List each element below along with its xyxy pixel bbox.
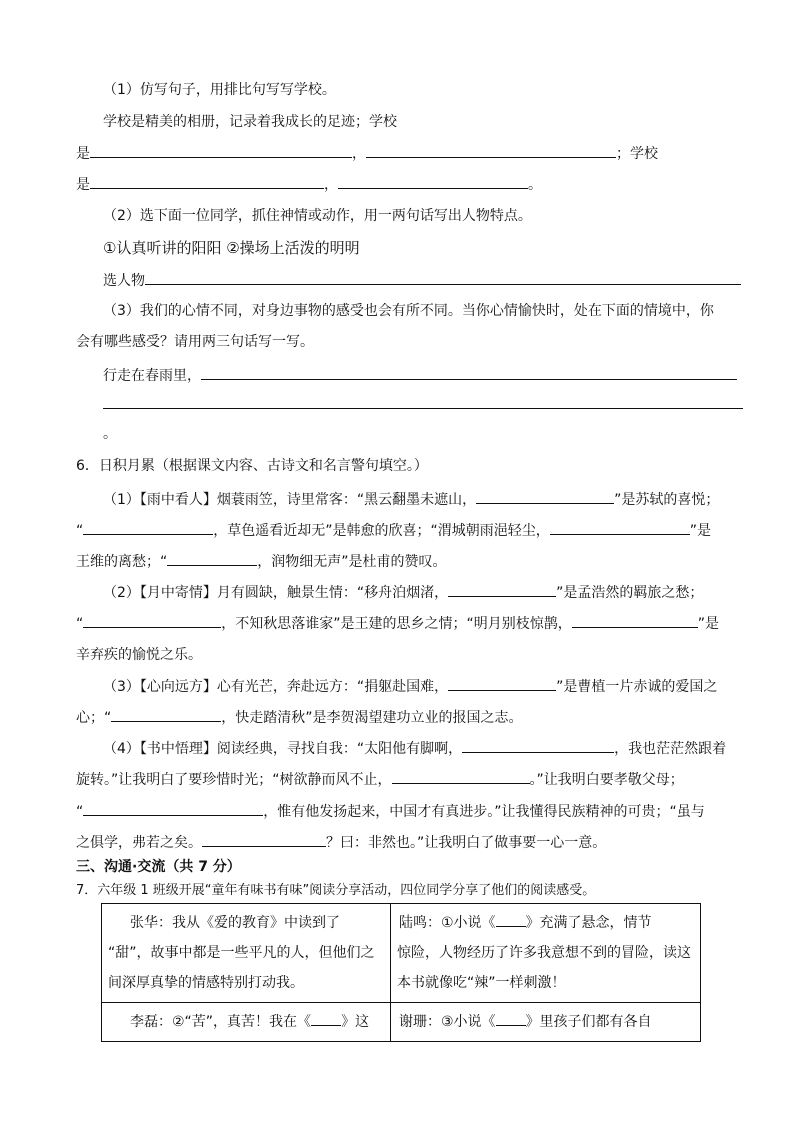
q5-part3-line [103,394,743,415]
q6-s1-line2: “ ，草色遥看近却无”是韩愈的欣喜；“渭城朝雨浥轻尘， ”是 [76,520,711,541]
blank-answer[interactable] [550,520,690,535]
reading-share-table [101,903,701,1042]
q6-s2-line2: “ ，不知秋思落谁家”是王建的思乡之情；“明月别枝惊鹊， ”是 [76,613,719,634]
q6-title: 6．日积月累（根据课文内容、古诗文和名言警句填空。） [76,458,428,474]
blank-answer[interactable] [145,270,741,285]
q5-part1-label: （1）仿写句子，用排比句写写学校。 [103,82,336,98]
q5-part3-label-a: （3）我们的心情不同，对身边事物的感受也会有所不同。当你心情愉快时，处在下面的情境中，你 [103,303,714,319]
q5-part3-period: 。 [103,426,117,442]
q6-s4-line4: 之俱学，弗若之矣。 ？曰：非然也。”让我明白了做事要一心一意。 [76,832,606,853]
blank-answer[interactable] [338,174,528,189]
blank-answer[interactable] [366,143,616,158]
cell-xieshan: 谢珊：③小说《 》里孩子们都有各自 [391,1003,701,1042]
blank-answer[interactable] [448,582,556,597]
cell-lilei: 李磊：②“苦”，真苦！我在《 》这 [102,1003,391,1042]
q6-s4-line2: 旋转。”让我明白了要珍惜时光；“树欲静而风不止， 。”让我明白要孝敬父母； [76,769,684,790]
blank-answer[interactable] [103,394,743,409]
q6-s3-line2: 心；“ ，快走踏清秋”是李贺渴望建功立业的报国之志。 [76,707,523,728]
blank-answer[interactable] [392,769,530,784]
q5-part1-line2: 是 ， 。 [76,174,542,195]
blank-answer[interactable] [572,613,698,628]
q6-s4-line3: “ ，惟有他发扬起来，中国才有真进步。”让我懂得民族精神的可贵；“虽与 [76,801,705,822]
blank-answer[interactable] [90,174,324,189]
section-title: 三、沟通·交流（共 7 分） [76,859,241,875]
blank-answer[interactable] [496,912,526,927]
blank-answer[interactable] [448,676,556,691]
q5-part3-label-b: 会有哪些感受？请用两三句话写一写。 [76,334,314,350]
cell-zhanghua: 张华：我从《爱的教育》中读到了 “甜”，故事中都是一些平凡的人，但他们之 间深厚真挚的情感特别打动我。 [102,904,391,1003]
cell-luming: 陆鸣：①小说《 》充满了悬念，情节 惊险，人物经历了许多我意想不到的冒险，读这 本书就像吃“辣”一样刺激！ [391,904,701,1003]
blank-answer[interactable] [476,489,614,504]
blank-answer[interactable] [83,520,213,535]
q5-part1-lead: 学校是精美的相册，记录着我成长的足迹；学校 [103,114,397,130]
q5-part2-choose: 选人物 [103,270,741,291]
blank-answer[interactable] [167,551,257,566]
q6-s3-line1: （3）【心向远方】心有光芒，奔赴远方：“捐躯赴国难， ”是曹植一片赤诚的爱国之 [103,676,717,697]
blank-answer[interactable] [111,707,221,722]
blank-answer[interactable] [202,832,326,847]
q6-s1-line3: 王维的离愁；“ ，润物细无声”是杜甫的赞叹。 [76,551,447,572]
blank-answer[interactable] [83,801,263,816]
blank-answer[interactable] [90,143,352,158]
q6-s2-line3: 辛弃疾的愉悦之乐。 [76,647,202,663]
blank-answer[interactable] [311,1011,341,1026]
q6-s1-line1: （1）【雨中看人】烟蓑雨笠，诗里常客：“黑云翻墨未遮山， ”是苏轼的喜悦； [103,489,719,510]
q7-title: 7．六年级 1 班级开展“童年有味书有味”阅读分享活动，四位同学分享了他们的阅读感受。 [76,883,596,898]
blank-answer[interactable] [201,365,737,380]
blank-answer[interactable] [496,1011,526,1026]
q6-s4-line1: （4）【书中悟理】阅读经典，寻找自我：“太阳他有脚啊， ，我也茫茫然跟着 [103,738,726,759]
q5-part2-label: （2）选下面一位同学，抓住神情或动作，用一两句话写出人物特点。 [103,208,532,224]
q5-part2-options: ①认真听讲的阳阳 ②操场上活泼的明明 [103,239,360,257]
q5-part1-line1: 是 ， ；学校 [76,143,658,164]
blank-answer[interactable] [83,613,221,628]
q5-part3-scene: 行走在春雨里， [103,365,737,386]
blank-answer[interactable] [462,738,614,753]
q6-s2-line1: （2）【月中寄情】月有圆缺，触景生情：“移舟泊烟渚， ”是孟浩然的羁旅之愁； [103,582,703,603]
